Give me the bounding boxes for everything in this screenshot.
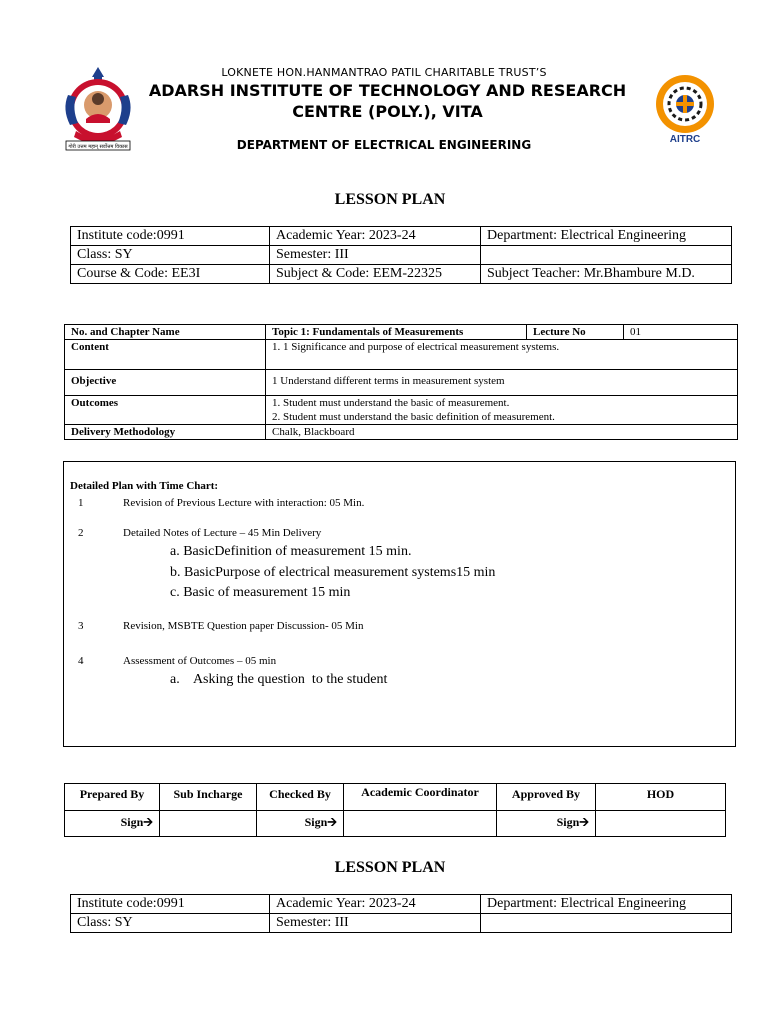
sub-incharge-label: Sub Incharge — [160, 784, 257, 811]
lecture-number: 01 — [624, 325, 738, 340]
department-cell: Department: Electrical Engineering — [481, 895, 732, 914]
lesson-plan-title-2: LESSON PLAN — [334, 859, 446, 876]
institute-code: Institute code:0991 — [71, 227, 270, 246]
topic-name: Topic 1: Fundamentals of Measurements — [266, 325, 527, 340]
semester-cell: Semester: III — [270, 914, 481, 933]
class-cell: Class: SY — [71, 246, 270, 265]
prepared-by-label: Prepared By — [65, 784, 160, 811]
lesson-plan-title: LESSON PLAN — [334, 191, 446, 208]
plan-item-text: Revision of Previous Lecture with interaction: 05 Min. — [123, 497, 365, 509]
lesson-info-table-2 — [70, 894, 732, 933]
plan-heading: Detailed Plan with Time Chart: — [70, 480, 219, 492]
plan-subitem: a. Asking the question to the student — [170, 672, 388, 687]
aitrc-logo-text: AITRC — [669, 134, 701, 145]
empty-cell — [481, 246, 732, 265]
sign-field: Sign🡪 — [257, 811, 344, 837]
academic-coordinator-label: Academic Coordinator — [344, 784, 497, 811]
plan-item-text: Detailed Notes of Lecture – 45 Min Delivery — [123, 527, 322, 539]
semester-cell: Semester: III — [270, 246, 481, 265]
institute-code: Institute code:0991 — [71, 895, 270, 914]
department-cell: Department: Electrical Engineering — [481, 227, 732, 246]
objective-label: Objective — [65, 370, 266, 396]
plan-item-text: Assessment of Outcomes – 05 min — [123, 655, 277, 667]
outcome-2: 2. Student must understand the basic definition of measurement. — [272, 411, 555, 423]
sign-field: Sign🡪 — [497, 811, 596, 837]
delivery-label: Delivery Methodology — [65, 425, 266, 440]
institute-name: ADARSH INSTITUTE OF TECHNOLOGY AND RESEARCH CENTRE (POLY.), VITA — [148, 81, 627, 121]
sign-field: Sign🡪 — [65, 811, 160, 837]
plan-subitem: c. Basic of measurement 15 min — [170, 585, 351, 600]
chapter-label: No. and Chapter Name — [65, 325, 266, 340]
subject-teacher: Subject Teacher: Mr.Bhambure M.D. — [481, 265, 732, 284]
detailed-plan-box — [63, 461, 736, 747]
trust-name: LOKNETE HON.HANMANTRAO PATIL CHARITABLE TRUST’S — [221, 66, 547, 79]
class-cell: Class: SY — [71, 914, 270, 933]
subject-code: Subject & Code: EEM-22325 — [270, 265, 481, 284]
content-text: 1. 1 Significance and purpose of electrical measurement systems. — [266, 340, 738, 370]
approved-by-label: Approved By — [497, 784, 596, 811]
outcome-1: 1. Student must understand the basic of measurement. — [272, 397, 510, 409]
sign-field-empty — [160, 811, 257, 837]
plan-subitem: a. BasicDefinition of measurement 15 min. — [170, 544, 412, 559]
plan-item-number: 3 — [78, 620, 84, 632]
delivery-text: Chalk, Blackboard — [266, 425, 738, 440]
chapter-table — [64, 324, 738, 440]
lesson-info-table — [70, 226, 732, 284]
plan-subitem: b. BasicPurpose of electrical measurement systems15 min — [170, 565, 496, 580]
sign-field-empty — [344, 811, 497, 837]
hod-label: HOD — [596, 784, 726, 811]
empty-cell — [481, 914, 732, 933]
content-label: Content — [65, 340, 266, 370]
checked-by-label: Checked By — [257, 784, 344, 811]
academic-year: Academic Year: 2023-24 — [270, 895, 481, 914]
academic-year: Academic Year: 2023-24 — [270, 227, 481, 246]
sign-field-empty — [596, 811, 726, 837]
signoff-table — [64, 783, 726, 837]
emblem-caption: गोरी उत्तम महान् सर्वोत्तम विकास — [68, 144, 128, 150]
department-heading: DEPARTMENT OF ELECTRICAL ENGINEERING — [236, 138, 532, 152]
objective-text: 1 Understand different terms in measurement system — [266, 370, 738, 396]
plan-item-number: 2 — [78, 527, 84, 539]
course-code: Course & Code: EE3I — [71, 265, 270, 284]
aitrc-logo — [650, 74, 720, 148]
plan-item-number: 1 — [78, 497, 84, 509]
plan-item-text: Revision, MSBTE Question paper Discussion- 05 Min — [123, 620, 364, 632]
outcomes-label: Outcomes — [65, 396, 266, 425]
lecture-label: Lecture No — [527, 325, 624, 340]
plan-item-number: 4 — [78, 655, 84, 667]
